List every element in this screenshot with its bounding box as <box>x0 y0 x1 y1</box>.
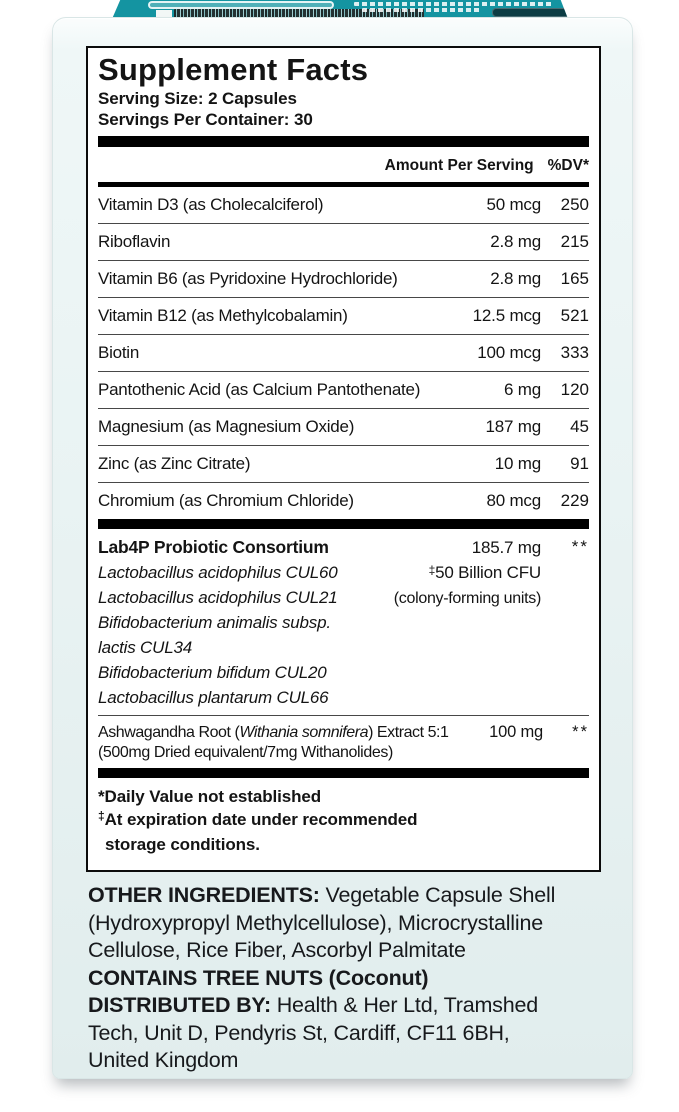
nutrient-dv: 120 <box>560 380 589 399</box>
nutrient-amount: 6 mg <box>504 380 541 399</box>
nutrient-name: Biotin <box>98 343 140 362</box>
nutrient-amount: 50 mcg <box>486 195 541 214</box>
nutrient-amount: 187 mg <box>485 417 541 436</box>
nutrient-row <box>98 409 589 446</box>
nutrient-name: Vitamin D3 (as Cholecalciferol) <box>98 195 324 214</box>
ashwagandha-section <box>98 716 589 768</box>
nutrient-row <box>98 372 589 409</box>
nutrient-name: Magnesium (as Magnesium Oxide) <box>98 417 355 436</box>
col-percent-dv: %DV* <box>547 157 589 174</box>
footnote-expiration <box>98 808 589 833</box>
nutrient-dv: 45 <box>570 417 589 436</box>
flap-dark-badge <box>492 8 622 17</box>
nutrient-row <box>98 483 589 519</box>
divider-bar-thick <box>98 136 589 147</box>
probiotic-amount-block <box>394 535 541 611</box>
nutrient-dv: 250 <box>560 195 589 214</box>
probiotic-section <box>98 529 589 715</box>
other-ingredients-label: OTHER INGREDIENTS: <box>88 883 320 907</box>
nutrient-dv: 521 <box>560 306 589 325</box>
probiotic-strain: Lactobacillus plantarum CUL66 <box>98 688 329 707</box>
probiotic-strain: lactis CUL34 <box>98 638 192 657</box>
probiotic-amount: 185.7 mg <box>471 538 541 557</box>
nutrient-amount: 100 mcg <box>477 343 541 362</box>
nutrient-name: Vitamin B12 (as Methylcobalamin) <box>98 306 348 325</box>
nutrient-dv: 333 <box>560 343 589 362</box>
ashwagandha-detail: (500mg Dried equivalent/7mg Withanolides) <box>98 744 393 761</box>
footnotes <box>98 778 589 856</box>
supplement-facts-panel <box>86 46 601 872</box>
distributed-by-line: United Kingdom <box>88 1048 239 1072</box>
divider-bar-heavy <box>98 519 589 529</box>
nutrient-amount: 2.8 mg <box>490 269 541 288</box>
nutrient-row <box>98 224 589 261</box>
probiotic-strain: Lactobacillus acidophilus CUL60 <box>98 563 338 582</box>
distributed-by-line <box>88 992 618 1020</box>
nutrient-row <box>98 261 589 298</box>
capsule-logo-icon <box>148 1 334 9</box>
footnote-expiration-line2: storage conditions. <box>105 835 260 854</box>
nutrient-dv: 165 <box>560 269 589 288</box>
serving-size: Serving Size: 2 Capsules <box>98 89 297 108</box>
ashwagandha-name-pre: Ashwagandha Root ( <box>98 724 240 741</box>
other-ingredients-line: Cellulose, Rice Fiber, Ascorbyl Palmitate <box>88 938 466 962</box>
other-ingredients-line: (Hydroxypropyl Methylcellulose), Microcrystalline <box>88 910 543 935</box>
nutrient-dv: 91 <box>570 454 589 473</box>
nutrient-amount: 2.8 mg <box>490 232 541 251</box>
probiotic-cfu-value: 50 Billion CFU <box>435 563 541 582</box>
nutrient-row <box>98 187 589 224</box>
nutrient-dv: 215 <box>560 232 589 251</box>
nutrient-name: Chromium (as Chromium Chloride) <box>98 491 354 510</box>
probiotic-strain: Lactobacillus acidophilus CUL21 <box>98 588 338 607</box>
distributed-by-line: Tech, Unit D, Pendyris St, Cardiff, CF11 6BH, <box>88 1020 510 1045</box>
allergen-statement: CONTAINS TREE NUTS (Coconut) <box>88 965 429 990</box>
footnote-expiration-line1: At expiration date under recommended <box>104 810 418 829</box>
probiotic-cfu-note: (colony-forming units) <box>393 590 541 607</box>
distributed-by-text: Health & Her Ltd, Tramshed <box>270 993 538 1017</box>
nutrient-row <box>98 298 589 335</box>
double-dagger-marker: ‡ <box>428 563 436 577</box>
double-dagger-marker: ‡ <box>98 809 105 823</box>
probiotic-strain: Bifidobacterium animalis subsp. <box>98 613 331 632</box>
ashwagandha-name <box>98 722 483 743</box>
nutrient-name: Zinc (as Zinc Citrate) <box>98 454 251 473</box>
nutrient-amount: 10 mg <box>494 454 541 473</box>
ashwagandha-amount: 100 mg <box>489 723 543 741</box>
nutrient-name: Vitamin B6 (as Pyridoxine Hydrochloride) <box>98 269 398 288</box>
nutrient-row <box>98 335 589 372</box>
probiotic-dv: ** <box>571 537 589 556</box>
ashwagandha-latin-name: Withania somnifera <box>239 724 369 741</box>
servings-per-container: Servings Per Container: 30 <box>98 110 313 129</box>
panel-title: Supplement Facts <box>98 52 369 87</box>
nutrient-amount: 12.5 mcg <box>472 306 541 325</box>
nutrient-name: Riboflavin <box>98 232 171 251</box>
ashwagandha-dv: ** <box>572 723 589 741</box>
distributed-by-label: DISTRIBUTED BY: <box>88 993 271 1017</box>
column-headers <box>98 147 589 182</box>
nutrient-row <box>98 446 589 483</box>
nutrient-dv: 229 <box>560 491 589 510</box>
flap-fine-print-line <box>362 8 482 12</box>
col-amount-per-serving: Amount Per Serving <box>384 157 534 174</box>
other-ingredients-line <box>88 882 618 910</box>
flap-fine-print-line <box>354 2 554 6</box>
ashwagandha-name-post: ) Extract 5:1 <box>368 724 449 741</box>
footnote-dv: *Daily Value not established <box>98 787 321 806</box>
other-ingredients-text: Vegetable Capsule Shell <box>319 883 556 907</box>
probiotic-strain: Bifidobacterium bifidum CUL20 <box>98 663 327 682</box>
bottom-info-block <box>88 882 618 1075</box>
probiotic-name: Lab4P Probiotic Consortium <box>98 537 329 557</box>
divider-bar-heavy <box>98 768 589 778</box>
probiotic-cfu <box>394 560 541 587</box>
nutrient-name: Pantothenic Acid (as Calcium Pantothenate) <box>98 380 421 399</box>
nutrient-amount: 80 mcg <box>486 491 541 510</box>
